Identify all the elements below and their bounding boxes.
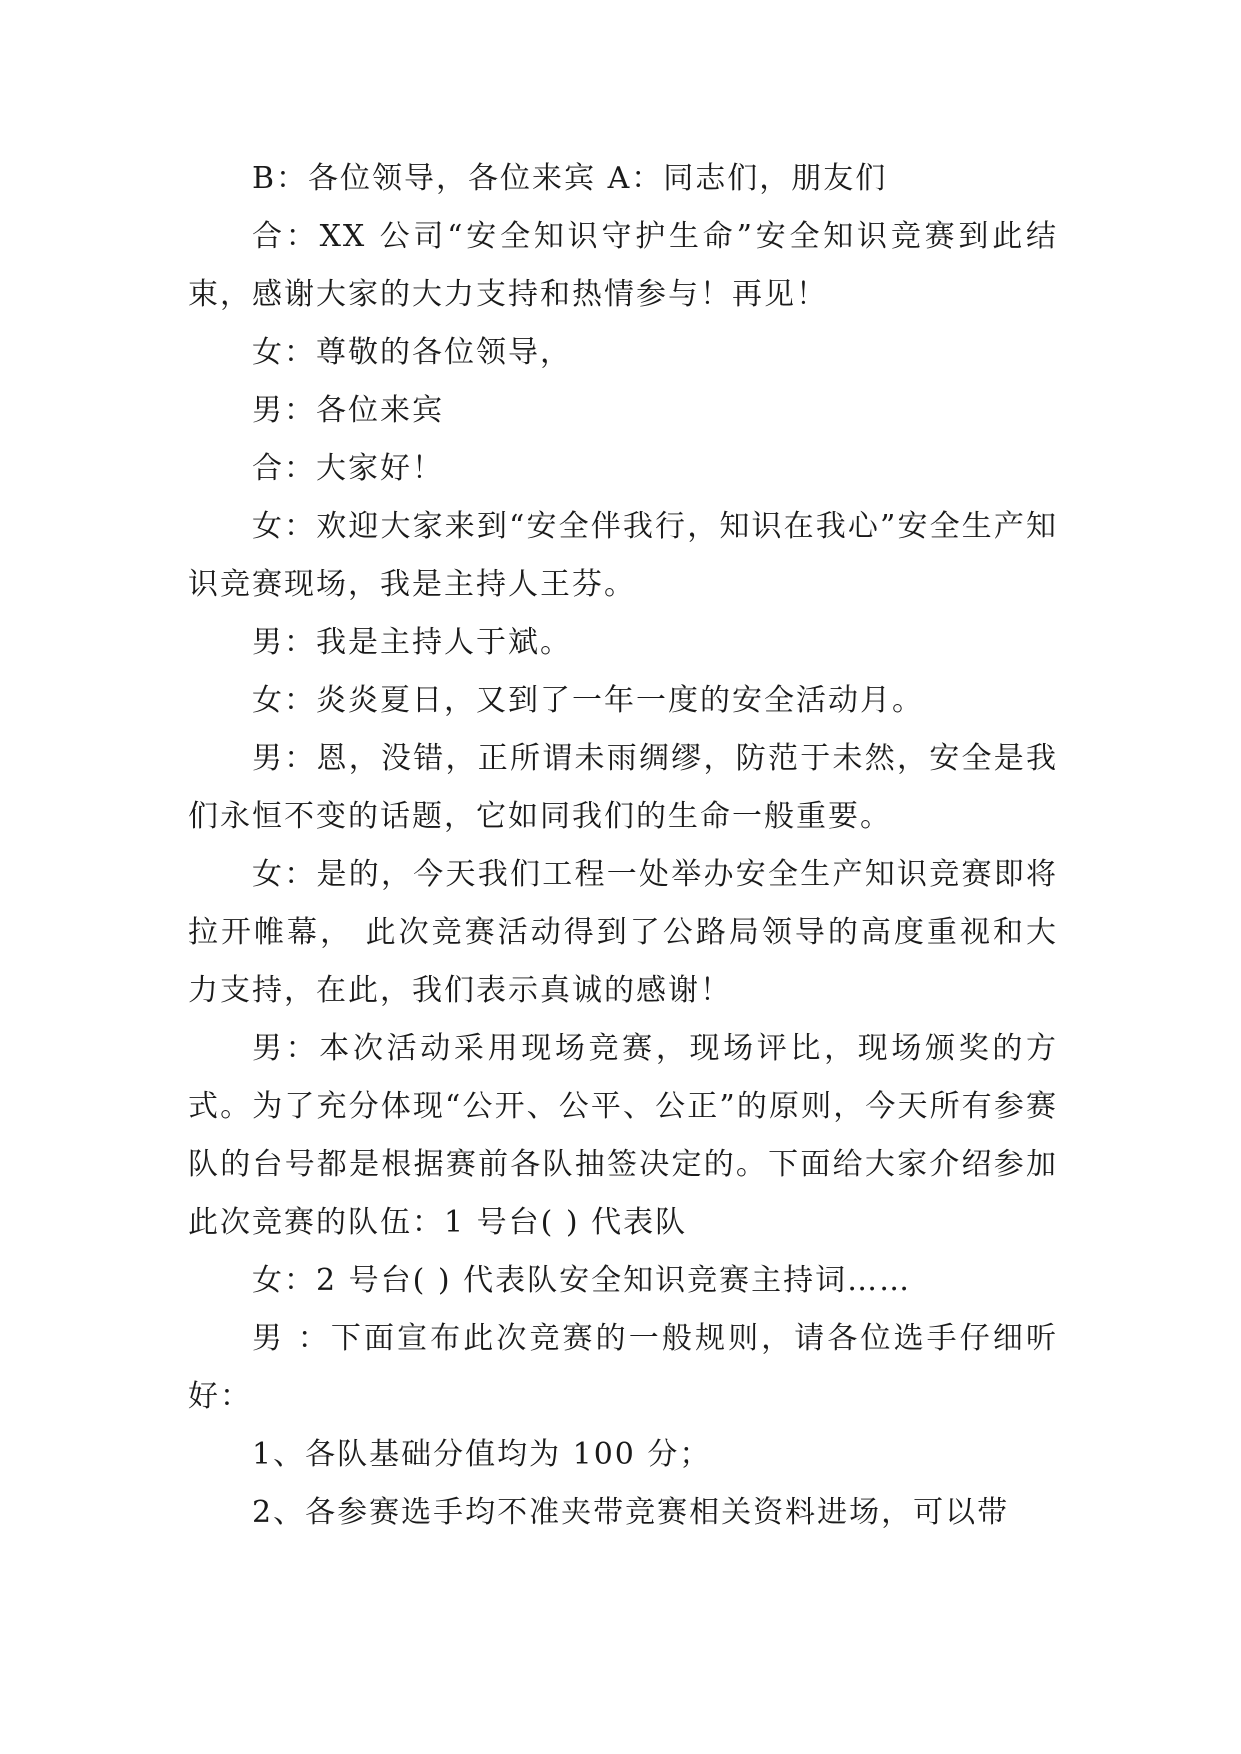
paragraph: 男：本次活动采用现场竞赛，现场评比，现场颁奖的方式。为了充分体现“公开、公平、公正”的原则，今天所有参赛队的台号都是根据赛前各队抽签决定的。下面给大家介绍参加此次竞赛的队伍：1 号台( ) 代表队 [188, 1031, 1058, 1240]
document-body [188, 150, 1058, 1542]
paragraph: 1、各队基础分值均为 100 分； [252, 1437, 712, 1472]
paragraph: B：各位领导，各位来宾 A：同志们，朋友们 [252, 161, 888, 196]
paragraph: 女：2 号台( ) 代表队安全知识竞赛主持词…… [252, 1263, 912, 1298]
paragraph: 女：炎炎夏日，又到了一年一度的安全活动月。 [252, 683, 924, 718]
paragraph: 男：我是主持人于斌。 [252, 625, 572, 660]
paragraph: 男：恩，没错，正所谓未雨绸缪，防范于未然，安全是我们永恒不变的话题，它如同我们的生命一般重要。 [188, 741, 1058, 834]
paragraph: 女：尊敬的各位领导， [252, 335, 572, 370]
paragraph: 合：XX 公司“安全知识守护生命”安全知识竞赛到此结束，感谢大家的大力支持和热情参与！再见！ [188, 219, 1058, 312]
paragraph: 男 ：下面宣布此次竞赛的一般规则，请各位选手仔细听好： [188, 1321, 1058, 1414]
paragraph: 女：是的，今天我们工程一处举办安全生产知识竞赛即将拉开帷幕， 此次竞赛活动得到了公路局领导的高度重视和大力支持，在此，我们表示真诚的感谢！ [188, 857, 1058, 1008]
paragraph: 2、各参赛选手均不准夹带竞赛相关资料进场，可以带 [252, 1495, 1010, 1530]
paragraph: 男：各位来宾 [252, 393, 444, 428]
paragraph: 合：大家好！ [252, 451, 444, 486]
paragraph: 女：欢迎大家来到“安全伴我行，知识在我心”安全生产知识竞赛现场，我是主持人王芬。 [188, 509, 1058, 602]
